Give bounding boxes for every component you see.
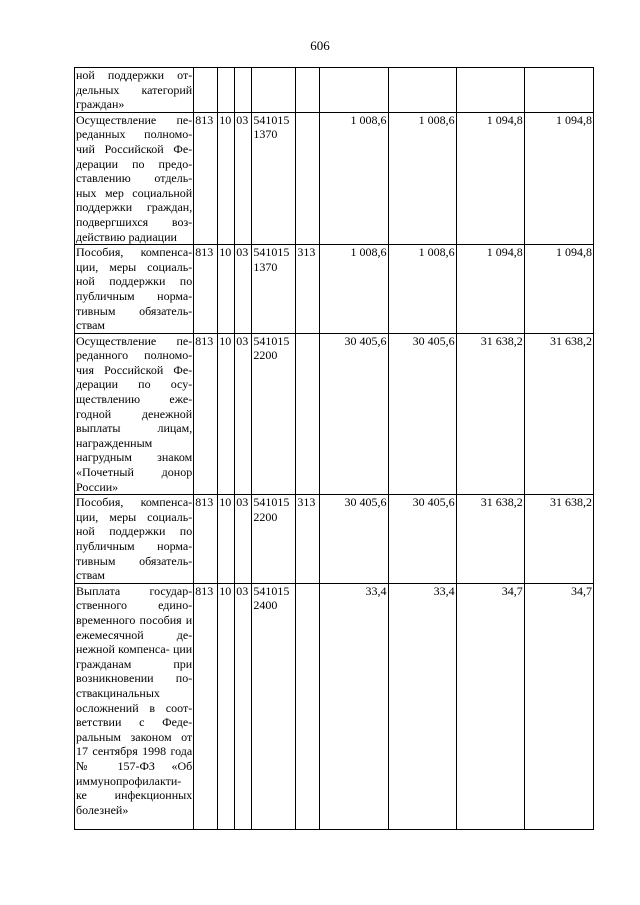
- target-article-part-2: 1370: [253, 127, 278, 142]
- budget-table: [74, 67, 594, 830]
- target-article-part-1: 541015: [253, 495, 290, 510]
- expense-type-cell: 313: [296, 245, 320, 334]
- amount-cell-2: [388, 68, 456, 113]
- row-name-cell: Пособия, компенса- ции, меры социаль- ной поддержки по публичным норма- тивным обязатель- ствам: [76, 245, 193, 333]
- section-code-cell: [218, 68, 235, 113]
- target-article-part-1: 541015: [253, 583, 290, 598]
- amount-cell-4: 1 094,8: [524, 112, 593, 244]
- amount-cell-3: [456, 68, 524, 113]
- amount-cell-3: 1 094,8: [456, 112, 524, 244]
- target-article-cell: [252, 112, 296, 244]
- section-code-cell: 10: [218, 583, 235, 829]
- amount-cell-2: 30 405,6: [388, 495, 456, 584]
- subsection-code-cell: 03: [235, 245, 252, 334]
- subsection-code-cell: 03: [235, 583, 252, 829]
- target-article-part-1: 541015: [253, 112, 290, 127]
- section-code-cell: 10: [218, 245, 235, 334]
- amount-cell-2: 30 405,6: [388, 333, 456, 495]
- amount-cell-4: 31 638,2: [524, 495, 593, 584]
- target-article-cell: [252, 68, 296, 113]
- target-article-cell: [252, 495, 296, 584]
- budget-table-body: [75, 68, 594, 830]
- amount-cell-3: 34,7: [456, 583, 524, 829]
- amount-cell-3: 31 638,2: [456, 333, 524, 495]
- row-name-cell: Осуществление пе- реданных полномо- чий Российской Фе- дерации по предо- ставлению отдель- ных мер социальной поддержки граждан, подвергшихся воз- действию радиации: [76, 112, 193, 244]
- target-article-part-1: 541015: [253, 333, 290, 348]
- subsection-code-cell: 03: [235, 112, 252, 244]
- section-code-cell: 10: [218, 495, 235, 584]
- amount-cell-2: 1 008,6: [388, 112, 456, 244]
- section-code-cell: 10: [218, 333, 235, 495]
- amount-cell-2: 33,4: [388, 583, 456, 829]
- section-code-cell: 10: [218, 112, 235, 244]
- table-row: [75, 583, 594, 829]
- table-row: [75, 495, 594, 584]
- expense-type-cell: [296, 583, 320, 829]
- grbs-code-cell: [194, 68, 218, 113]
- amount-cell-1: 30 405,6: [320, 495, 388, 584]
- amount-cell-1: [320, 68, 388, 113]
- grbs-code-cell: 813: [194, 583, 218, 829]
- target-article-part-2: 2200: [253, 348, 278, 363]
- row-name-cell: Осуществление пе- реданного полномо- чия Российской Фе- дерации по осу- ществлению еже- годной денежной выплаты лицам, награжденным нагрудным знаком «Почетный донор России»: [76, 333, 193, 494]
- table-row: [75, 333, 594, 495]
- target-article-cell: [252, 333, 296, 495]
- amount-cell-1: 33,4: [320, 583, 388, 829]
- subsection-code-cell: 03: [235, 495, 252, 584]
- table-row: [75, 245, 594, 334]
- row-name-cell: ной поддержки от- дельных категорий граждан»: [76, 68, 193, 112]
- target-article-cell: [252, 245, 296, 334]
- subsection-code-cell: [235, 68, 252, 113]
- target-article-part-1: 541015: [253, 245, 290, 260]
- target-article-part-2: 2400: [253, 598, 278, 613]
- target-article-cell: [252, 583, 296, 829]
- subsection-code-cell: 03: [235, 333, 252, 495]
- amount-cell-1: 1 008,6: [320, 112, 388, 244]
- amount-cell-4: 31 638,2: [524, 333, 593, 495]
- grbs-code-cell: 813: [194, 112, 218, 244]
- amount-cell-3: 1 094,8: [456, 245, 524, 334]
- table-row: [75, 68, 594, 113]
- grbs-code-cell: 813: [194, 333, 218, 495]
- expense-type-cell: 313: [296, 495, 320, 584]
- grbs-code-cell: 813: [194, 495, 218, 584]
- amount-cell-1: 1 008,6: [320, 245, 388, 334]
- amount-cell-4: 34,7: [524, 583, 593, 829]
- expense-type-cell: [296, 112, 320, 244]
- row-name-cell: Пособия, компенса- ции, меры социаль- ной поддержки по публичным норма- тивным обязатель- ствам: [76, 495, 193, 583]
- row-name-cell: Выплата государ- ственного едино- временного пособия и ежемесячной де- нежной компенса- ции гражданам при возникновении по- ствакцинальных осложнений в соот- ветствии с Феде- ральным законом от 17 сентября 1998 года № 157-ФЗ «Об иммунопрофилакти- ке инфекционных болезней»: [75, 583, 194, 829]
- target-article-part-2: 2200: [253, 509, 278, 524]
- expense-type-cell: [296, 68, 320, 113]
- table-row: [75, 112, 594, 244]
- grbs-code-cell: 813: [194, 245, 218, 334]
- amount-cell-1: 30 405,6: [320, 333, 388, 495]
- expense-type-cell: [296, 333, 320, 495]
- amount-cell-4: [524, 68, 593, 113]
- amount-cell-3: 31 638,2: [456, 495, 524, 584]
- page-number: 606: [310, 38, 330, 53]
- amount-cell-2: 1 008,6: [388, 245, 456, 334]
- target-article-part-2: 1370: [253, 259, 278, 274]
- amount-cell-4: 1 094,8: [524, 245, 593, 334]
